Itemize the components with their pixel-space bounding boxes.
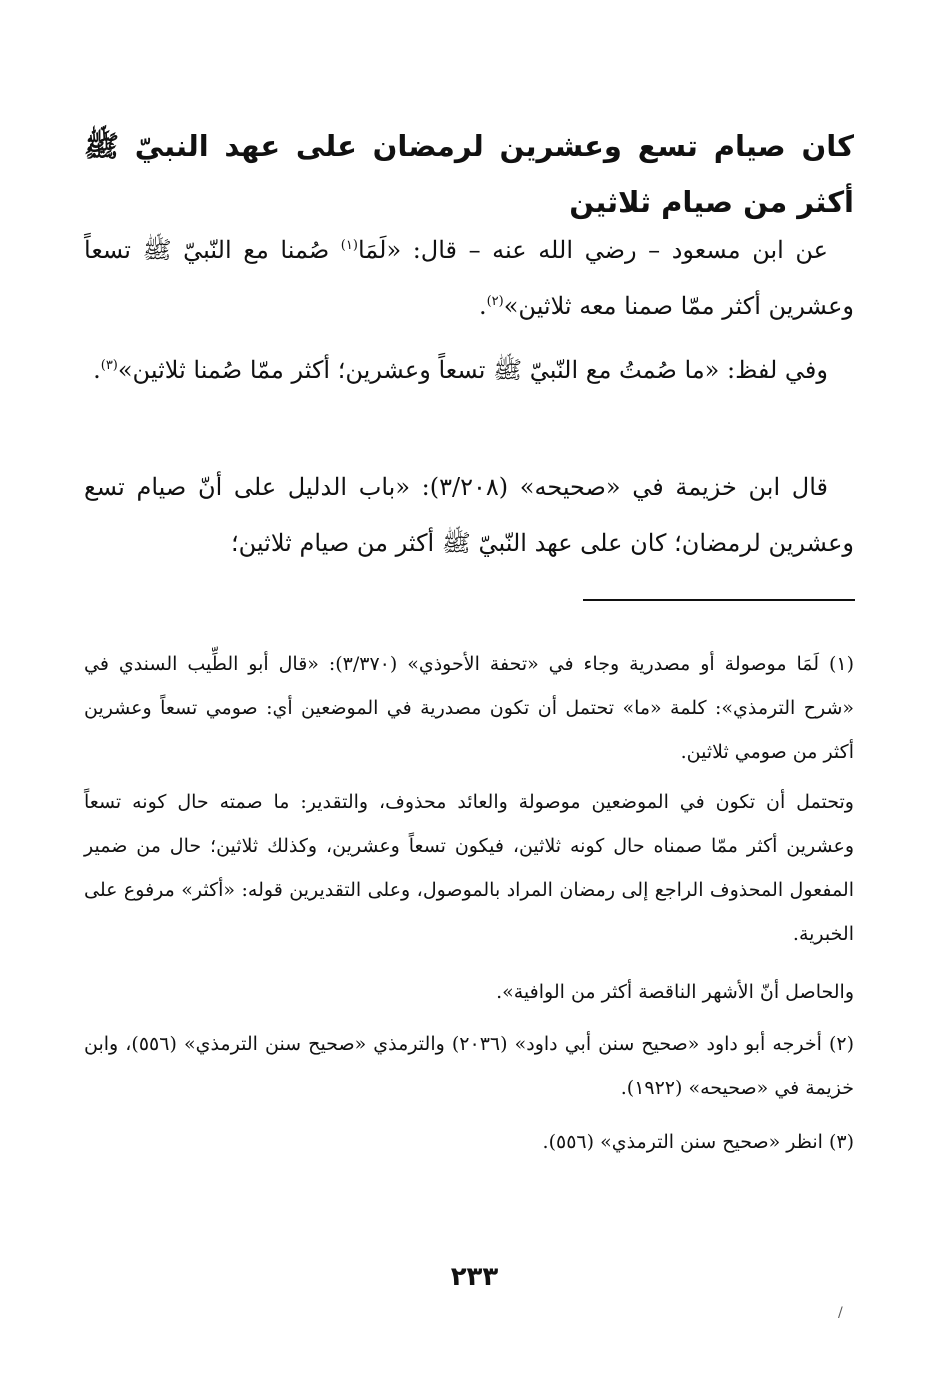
p1-text-end: . xyxy=(478,292,487,320)
p2-text: وفي لفظ: «ما صُمتُ مع النّبيّ ﷺ تسعاً وعشرين؛ أكثر ممّا صُمنا ثلاثين» xyxy=(117,356,828,384)
footnote-ref-2: (٢) xyxy=(486,294,504,309)
chapter-heading: كان صيام تسع وعشرين لرمضان على عهد النبيّ ﷺ أكثر من صيام ثلاثين xyxy=(84,129,854,219)
hadith-paragraph-1 xyxy=(84,222,854,334)
p2-text-end: . xyxy=(93,356,101,384)
footnote-ref-3: (٣) xyxy=(100,358,118,373)
footnote-3: (٣) انظر «صحيح سنن الترمذي» (٥٥٦). xyxy=(542,1131,854,1153)
footnote-separator xyxy=(583,599,855,601)
footnote-1-conclusion: والحاصل أنّ الأشهر الناقصة أكثر من الوافية». xyxy=(496,981,854,1003)
footnote-2: (٢) أخرجه أبو داود «صحيح سنن أبي داود» (٢٠٣٦) والترمذي «صحيح سنن الترمذي» (٥٥٦)، وابن خزيمة في «صحيحه» (١٩٢٢). xyxy=(84,1033,854,1099)
footnote-1-continuation: وتحتمل أن تكون في الموضعين موصولة والعائد محذوف، والتقدير: ما صمته حال كونه تسعاً وعشرين أكثر ممّا صمناه حال كونه ثلاثين، فيكون تسعاً وعشرين، وكذلك ثلاثين؛ حال من ضمير المفعول المحذوف الراجع إلى رمضان المراد بالموصول، وعلى التقديرين قوله: «أكثر» مرفوع على الخبرية. xyxy=(84,791,854,945)
p1-text-middle: صُمنا مع النّبيّ ﷺ تسعاً وعشرين أكثر ممّا صمنا معه ثلاثين» xyxy=(84,236,854,320)
page-number: ٢٣٣ xyxy=(450,1262,499,1292)
footnote-1: (١) لَمَا موصولة أو مصدرية وجاء في «تحفة الأحوذي» (٣/٣٧٠): «قال أبو الطِّيب السندي في «شرح الترمذي»: كلمة «ما» تحتمل أن تكون مصدرية في الموضعين أي: صومي تسعاً وعشرين أكثر من صومي ثلاثين. xyxy=(84,653,854,763)
p3-text: قال ابن خزيمة في «صحيحه» (٣/٢٠٨): «باب الدليل على أنّ صيام تسع وعشرين لرمضان؛ كان على عهد النّبيّ ﷺ أكثر من صيام ثلاثين؛ xyxy=(84,473,854,557)
footnote-ref-1: (١) xyxy=(340,238,358,253)
hadith-paragraph-3 xyxy=(84,459,854,571)
stray-mark: / xyxy=(838,1305,843,1321)
hadith-paragraph-2 xyxy=(84,342,854,398)
p1-text-start: عن ابن مسعود – رضي الله عنه – قال: «لَمَا xyxy=(357,236,828,264)
